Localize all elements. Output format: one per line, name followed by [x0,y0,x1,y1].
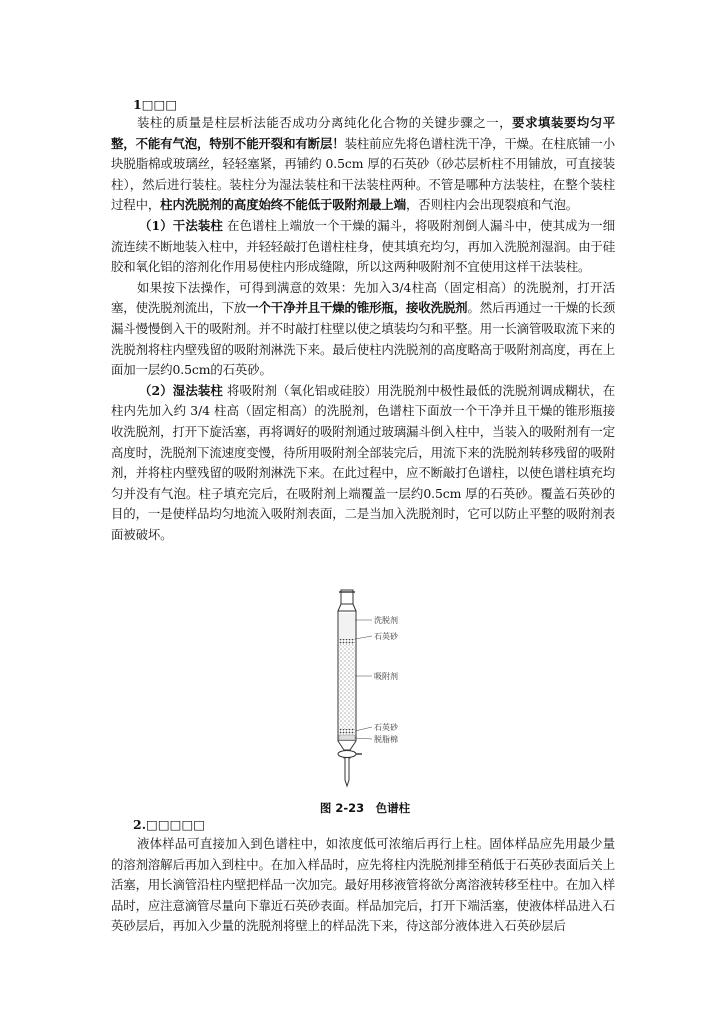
eluent-level-emphasis: 柱内洗脱剂的高度始终不能低于吸附剂最上端 [160,197,406,213]
label-lower-quartz-sand: 石英砂 [374,723,398,732]
column-packing-intro-paragraph: 装柱的质量是柱层析法能否成功分离纯化化合物的关键步骤之一，要求填装要均匀平整，不能有气泡，特别不能开裂和有断层！装柱前应先将色谱柱洗干净，干燥。在柱底铺一小块脱脂棉或玻璃丝，轻轻塞紧，再铺约 0.5cm 厚的石英砂（砂芯层析柱不用铺放，可直接装柱），然后进行装柱。装柱分为湿法装柱和干法装柱两种。不管是哪种方法装柱，在整个装柱过程中，柱内洗脱剂的高度始终不能低于吸附剂最上端，否则柱内会出现裂痕和气泡。 [111,115,615,213]
figure-caption: 图 2-23 色谱柱 [319,801,411,815]
dry-packing-method-paragraph: 如果按下法操作，可得到满意的效果：先加入3/4柱高（固定相高）的洗脱剂，打开活塞，使洗脱剂流出，下放一个干净并且干燥的锥形瓶，接收洗脱剂。然后再通过一干燥的长颈漏斗慢慢倒入干的吸附剂。并不时敲打柱壁以使之填装均匀和平整。用一长滴管吸取流下来的洗脱剂将柱内壁残留的吸附剂淋洗下来。最后使柱内洗脱剂的高度略高于吸附剂高度，再在上面加一层约0.5cm的石英砂。 [111,279,615,378]
upper-quartz-sand-layer [339,639,355,645]
lower-quartz-sand-layer [339,729,355,735]
section-1-body [111,113,615,545]
stopcock [338,751,356,758]
label-eluent: 洗脱剂 [374,616,398,625]
eluent-layer [339,613,355,639]
section-2-heading: 2.□□□□□ [133,817,206,832]
dry-packing-title: （1）干法装柱 [139,217,223,233]
section-2-body [111,834,615,937]
label-upper-quartz-sand: 石英砂 [374,632,398,641]
column-outlet-tip [345,758,349,786]
cotton-plug [339,735,355,740]
dry-packing-paragraph: （1）干法装柱 在色谱柱上端放一个干燥的漏斗，将吸附剂倒人漏斗中，使其成为一细流连续不断地装入柱中，并轻轻敲打色谱柱柱身，使其填充均匀，再加入洗脱剂湿润。由于硅胶和氧化铝的溶剂化作用易使柱内形成缝隙，所以这两种吸附剂不宜使用这样干法装柱。 [111,217,615,275]
chromatography-column-figure [300,584,430,794]
label-adsorbent: 吸附剂 [374,672,398,681]
wet-packing-paragraph: （2）湿法装柱 将吸附剂（氧化铝或硅胶）用洗脱剂中极性最低的洗脱剂调成糊状，在柱内先加入约 3/4 柱高（固定相高）的洗脱剂，色谱柱下面放一个干净并且干燥的锥形瓶接收洗脱剂，打开下旋活塞，再将调好的吸附剂通过玻璃漏斗倒入柱中，当装入的吸附剂有一定高度时，洗脱剂下流速度变慢，待所用吸附剂全部装完后，用流下来的洗脱剂转移残留的吸附剂，并将柱内壁残留的吸附剂淋洗下来。在此过程中，应不断敲打色谱柱，以使色谱柱填充均匀并没有气泡。柱子填充完后，在吸附剂上端覆盖一层约0.5cm 厚的石英砂。覆盖石英砂的目的，一是使样品均匀地流入吸附剂表面，二是当加入洗脱剂时，它可以防止平整的吸附剂表面被破坏。 [111,382,615,542]
uniform-packing-emphasis: 要求填装要均匀平整，不能有气泡，特别不能开裂和有断层！ [111,115,615,151]
label-cotton: 脱脂棉 [374,735,398,744]
wet-packing-title: （2）湿法装柱 [139,382,223,398]
adsorbent-layer [339,645,355,729]
section-1-heading: 1□□□ [133,97,178,112]
sample-loading-paragraph: 液体样品可直接加入到色谱柱中，如浓度低可浓缩后再行上柱。固体样品应先用最少量的溶剂溶解后再加入到柱中。在加入样品时，应先将柱内洗脱剂排至稍低于石英砂表面后关上活塞，用长滴管沿柱内壁把样品一次加完。最好用移液管将欲分离溶液转移至柱中。在加入样品时，应注意滴管尽量向下靠近石英砂表面。样品加完后，打开下端活塞，使液体样品进入石英砂层后，再加入少量的洗脱剂将壁上的样品洗下来，待这部分液体进入石英砂层后 [111,836,615,934]
receiving-flask-emphasis: 一个干净并且干燥的锥形瓶，接收洗脱剂 [246,300,468,316]
